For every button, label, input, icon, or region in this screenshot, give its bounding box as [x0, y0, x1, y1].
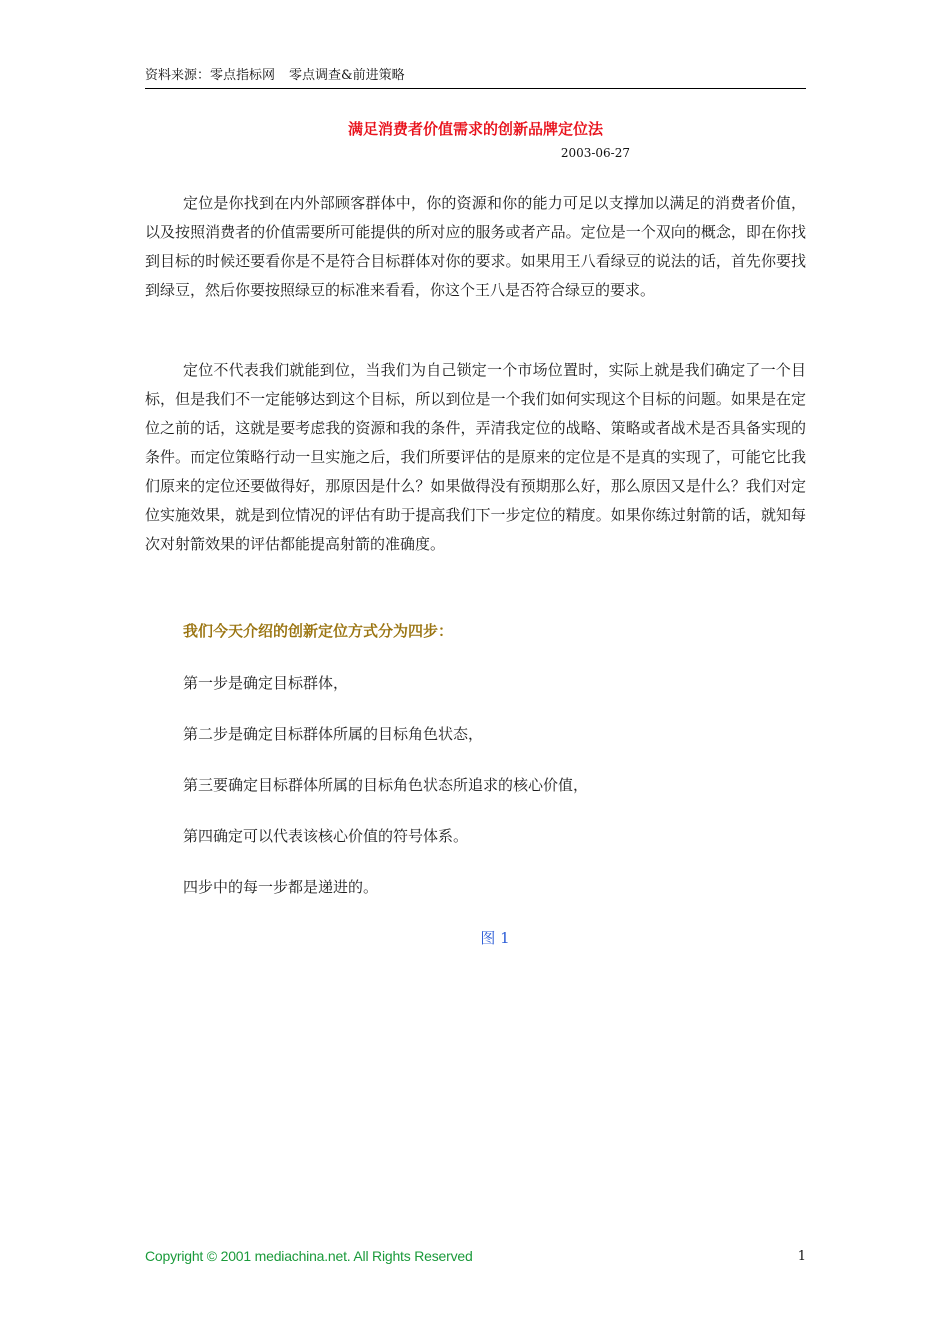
header-source-extra: 零点调查&前进策略: [289, 68, 405, 83]
page-number: 1: [797, 1249, 806, 1264]
step-3: 第三要确定目标群体所属的目标角色状态所追求的核心价值，: [183, 776, 589, 794]
article-title: 满足消费者价值需求的创新品牌定位法: [347, 120, 603, 138]
footer-copyright: Copyright © 2001 mediachina.net. All Rights Reserved: [145, 1248, 473, 1264]
article-date: 2003-06-27: [560, 146, 630, 160]
step-2: 第二步是确定目标群体所属的目标角色状态，: [183, 725, 484, 743]
figure-label: 图 1: [480, 929, 510, 947]
step-1: 第一步是确定目标群体，: [183, 674, 349, 692]
steps-summary: 四步中的每一步都是递进的。: [183, 878, 379, 896]
header-source-label: 资料来源：零点指标网: [145, 68, 276, 83]
paragraph-1: 定位是你找到在内外部顾客群体中，你的资源和你的能力可足以支撑加以满足的消费者价值，以及按照消费者的价值需要所可能提供的所对应的服务或者产品。定位是一个双向的概念，即在你找到目标的时候还要看你是不是符合目标群体对你的要求。如果用王八看绿豆的说法的话，首先你要找到绿豆，然后你要按照绿豆的标准来看看，你这个王八是否符合绿豆的要求。: [145, 194, 806, 299]
paragraph-2: 定位不代表我们就能到位，当我们为自己锁定一个市场位置时，实际上就是我们确定了一个目标，但是我们不一定能够达到这个目标，所以到位是一个我们如何实现这个目标的问题。如果是在定位之前的话，这就是要考虑我的资源和我的条件，弄清我定位的战略、策略或者战术是否具备实现的条件。而定位策略行动一旦实施之后，我们所要评估的是原来的定位是不是真的实现了，可能它比我们原来的定位还要做得好，那原因是什么？如果做得没有预期那么好，那么原因又是什么？我们对定位实施效果，就是到位情况的评估有助于提高我们下一步定位的精度。如果你练过射箭的话，就知每次对射箭效果的评估都能提高射箭的准确度。: [145, 361, 806, 553]
section-subheading: 我们今天介绍的创新定位方式分为四步：: [183, 622, 454, 640]
page-header: [145, 66, 806, 89]
step-4: 第四确定可以代表该核心价值的符号体系。: [183, 827, 469, 845]
